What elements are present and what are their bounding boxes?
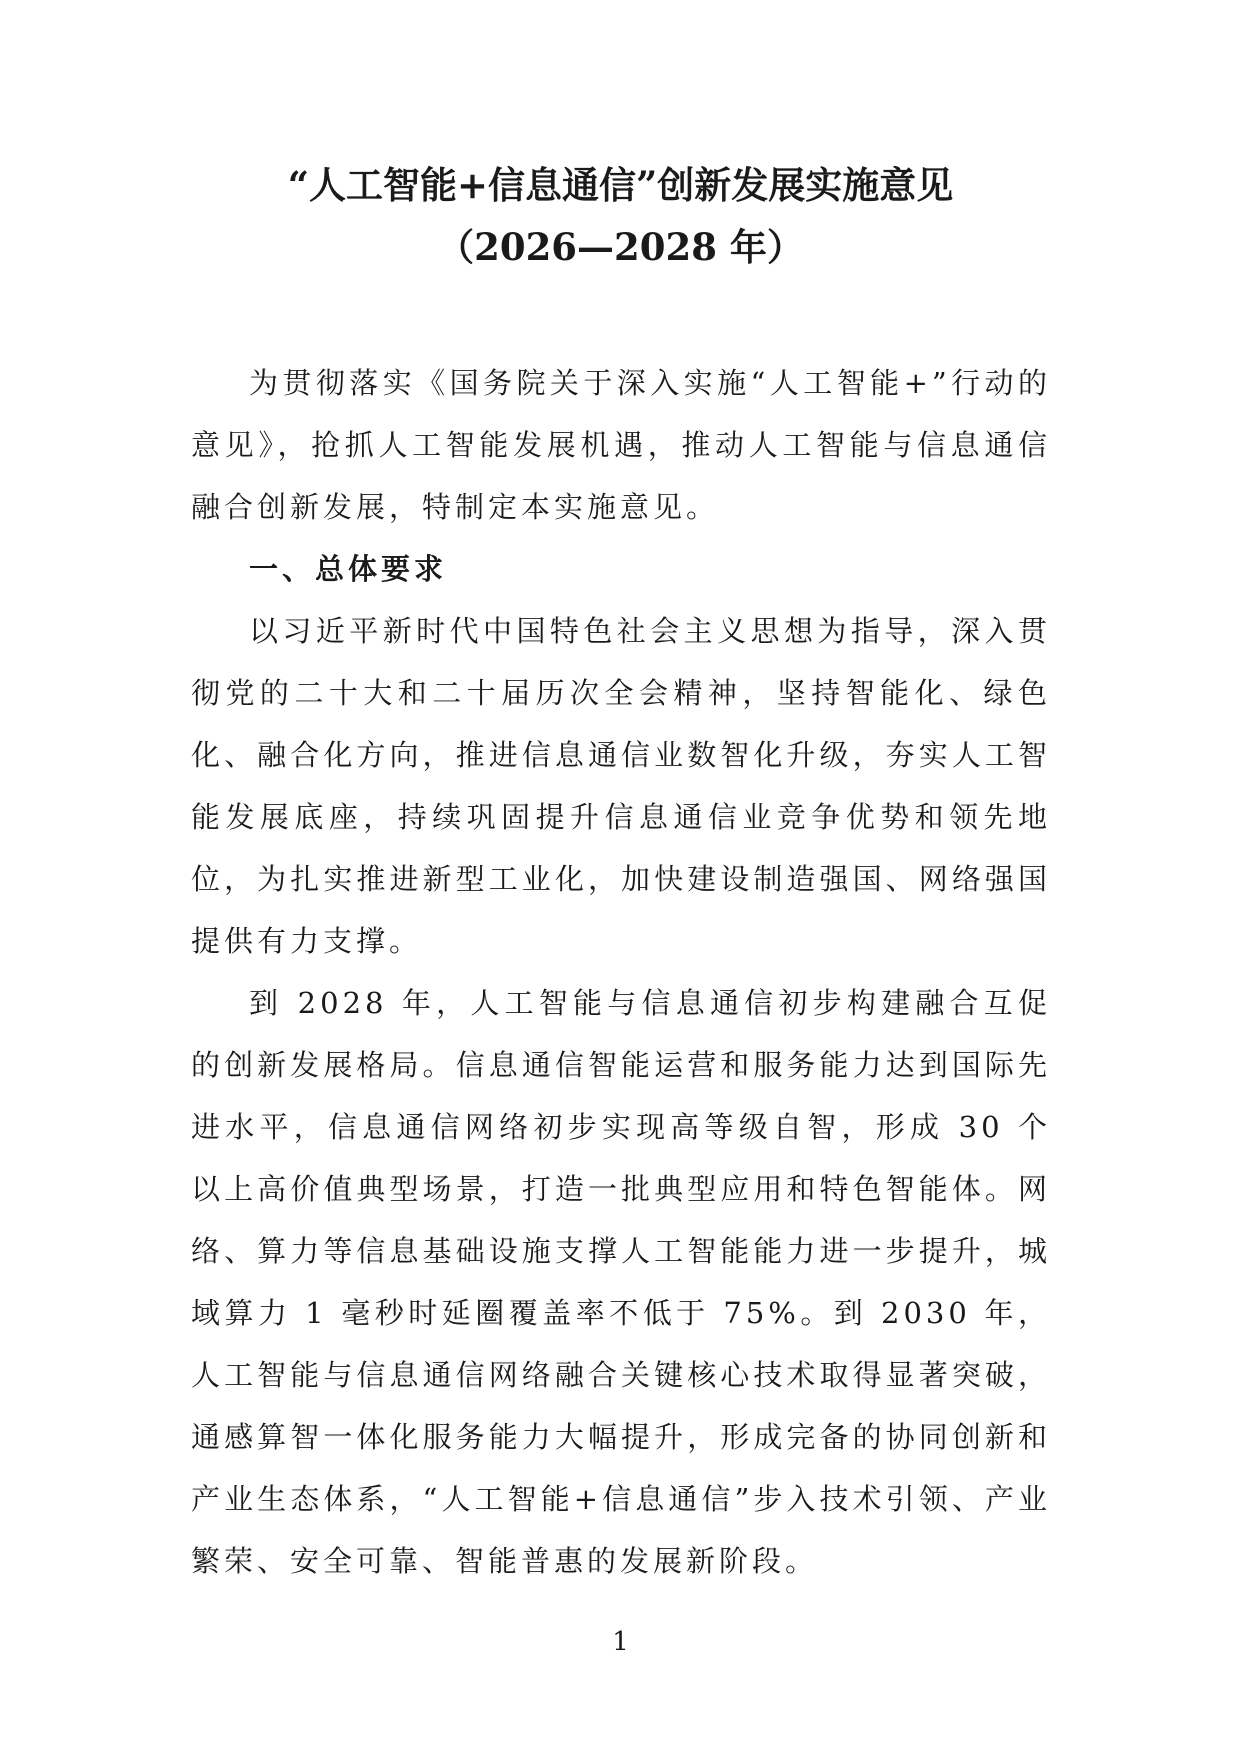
document-subtitle: （2026—2028 年） bbox=[437, 225, 804, 269]
body-paragraph: 到 2028 年，人工智能与信息通信初步构建融合互促的创新发展格局。信息通信智能运营和服务能力达到国际先进水平，信息通信网络初步实现高等级自智，形成 30 个以上高价值典型场景，打造一批典型应用和特色智能体。网络、算力等信息基础设施支撑人工智能能力进一步提升，城域算力 1 毫秒时延圈覆盖率不低于 75%。到 2030 年，人工智能与信息通信网络融合关键核心技术取得显著突破，通感算智一体化服务能力大幅提升，形成完备的协同创新和产业生态体系，“人工智能+信息通信”步入技术引领、产业繁荣、安全可靠、智能普惠的发展新阶段。 bbox=[191, 986, 1051, 1578]
document-title: “人工智能+信息通信”创新发展实施意见 bbox=[287, 163, 954, 207]
document-body bbox=[191, 352, 1051, 1592]
page-number: 1 bbox=[612, 1627, 629, 1657]
section-heading: 一、总体要求 bbox=[249, 552, 448, 586]
intro-paragraph: 为贯彻落实《国务院关于深入实施“人工智能+”行动的意见》，抢抓人工智能发展机遇，推动人工智能与信息通信融合创新发展，特制定本实施意见。 bbox=[191, 366, 1051, 524]
body-paragraph: 以习近平新时代中国特色社会主义思想为指导，深入贯彻党的二十大和二十届历次全会精神，坚持智能化、绿色化、融合化方向，推进信息通信业数智化升级，夯实人工智能发展底座，持续巩固提升信息通信业竞争优势和领先地位，为扎实推进新型工业化，加快建设制造强国、网络强国提供有力支撑。 bbox=[191, 614, 1051, 958]
